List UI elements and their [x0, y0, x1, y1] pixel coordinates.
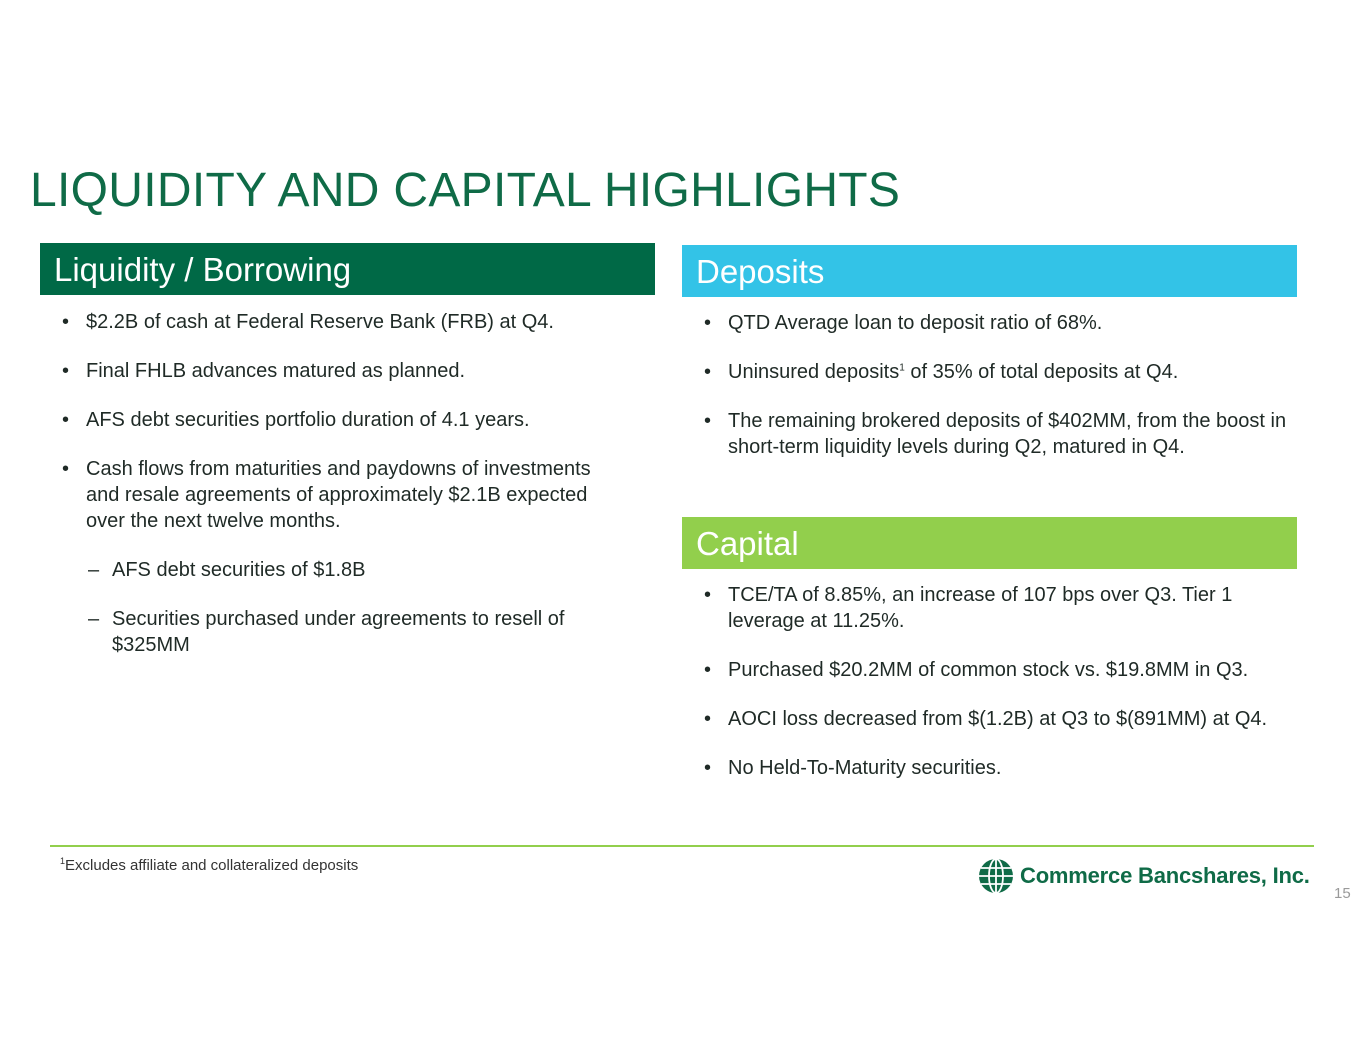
list-item: • TCE/TA of 8.85%, an increase of 107 bps over Q3. Tier 1 leverage at 11.25%.: [702, 582, 1302, 634]
globe-icon: [978, 858, 1014, 894]
capital-bullet-list: [702, 582, 1302, 804]
footnote-text: Excludes affiliate and collateralized deposits: [65, 857, 359, 874]
liquidity-bullet-list: [60, 309, 620, 681]
page-number: 15: [1334, 885, 1351, 902]
uninsured-lead: Uninsured deposits: [728, 361, 900, 383]
list-item: [60, 456, 620, 658]
list-item: • Purchased $20.2MM of common stock vs. $19.8MM in Q3.: [702, 657, 1302, 683]
list-item: • The remaining brokered deposits of $402MM, from the boost in short-term liquidity levels during Q2, matured in Q4.: [702, 408, 1292, 460]
sub-list-item: – AFS debt securities of $1.8B: [86, 557, 620, 583]
capital-section-header: [682, 517, 1297, 569]
list-item: • Final FHLB advances matured as planned.: [60, 358, 620, 384]
deposits-section-header: [682, 245, 1297, 297]
company-logo: [978, 858, 1310, 894]
sub-list-item: – Securities purchased under agreements to resell of $325MM: [86, 606, 620, 658]
footer-divider: [50, 845, 1314, 847]
list-item: • No Held-To-Maturity securities.: [702, 755, 1302, 781]
capital-heading: Capital: [696, 524, 799, 562]
footnote: [60, 857, 358, 874]
deposits-bullet-list: [702, 310, 1292, 483]
footnote-marker: 1: [899, 362, 905, 374]
page-title: LIQUIDITY AND CAPITAL HIGHLIGHTS: [30, 164, 901, 217]
list-item: • AOCI loss decreased from $(1.2B) at Q3 to $(891MM) at Q4.: [702, 706, 1302, 732]
list-item: • QTD Average loan to deposit ratio of 68%.: [702, 310, 1292, 336]
liquidity-sub-list: [86, 557, 620, 658]
liquidity-section-header: [40, 243, 655, 295]
list-item: • AFS debt securities portfolio duration of 4.1 years.: [60, 407, 620, 433]
deposits-heading: Deposits: [696, 252, 825, 290]
uninsured-tail: of 35% of total deposits at Q4.: [904, 361, 1179, 383]
footnote-marker: 1: [60, 856, 66, 866]
liquidity-heading: Liquidity / Borrowing: [54, 250, 352, 288]
list-item-text: Cash flows from maturities and paydowns of investments and resale agreements of approximately $2.1B expected over the next twelve months.: [86, 458, 591, 532]
list-item: [702, 359, 1292, 385]
list-item: • $2.2B of cash at Federal Reserve Bank (FRB) at Q4.: [60, 309, 620, 335]
logo-text: Commerce Bancshares, Inc.: [1020, 863, 1310, 888]
